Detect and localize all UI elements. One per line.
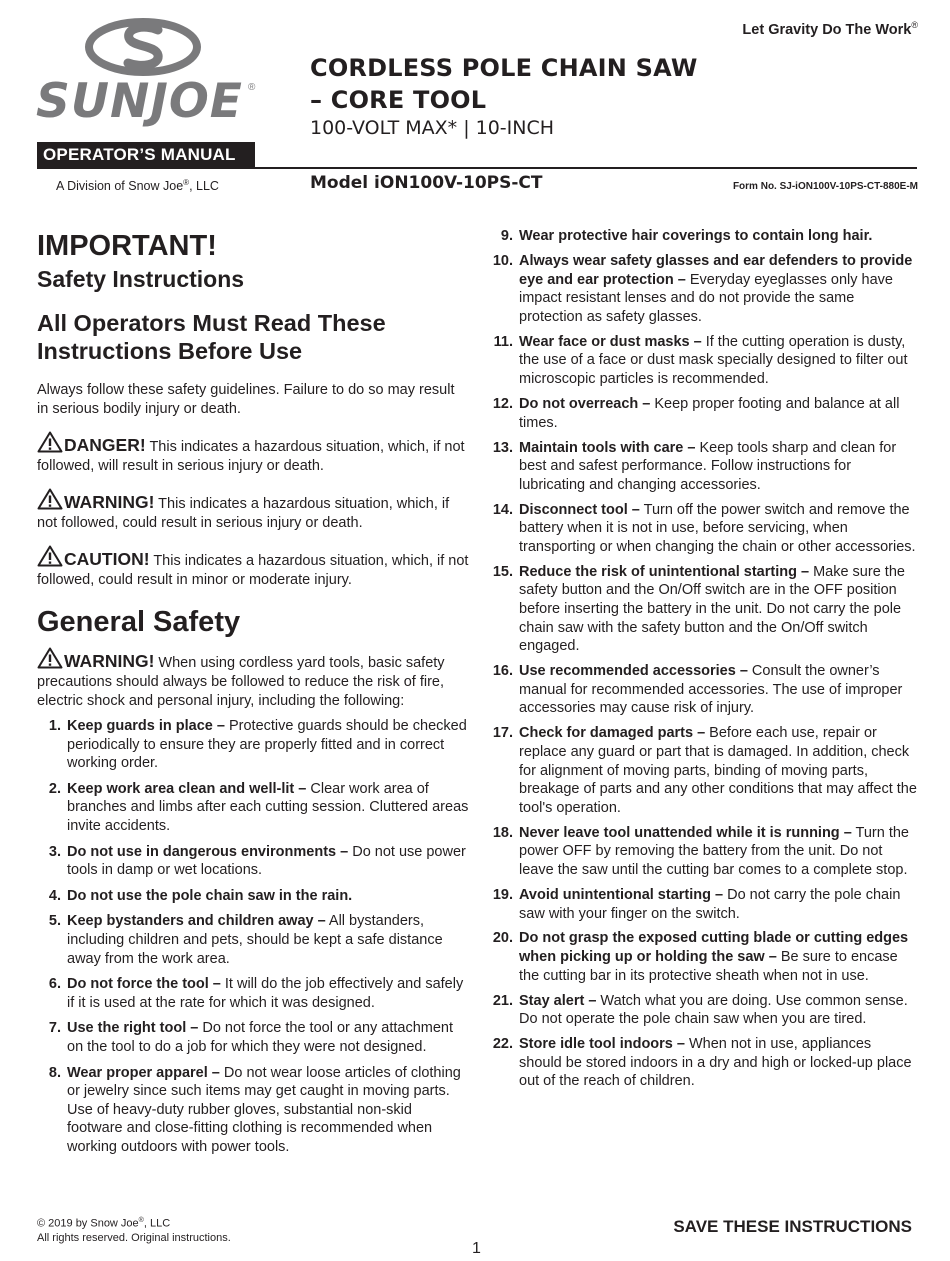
list-item: 14. Disconnect tool – Turn off the power switch and remove the battery when it is not in use, before servicing, when transporting or when changing the chain or other accessories. — [492, 501, 916, 555]
list-item: 11. Wear face or dust masks – If the cutting operation is dusty, the use of a face or dust mask specially designed to filter out microscopic particles is recommended. — [493, 333, 908, 387]
warning-triangle-icon — [37, 488, 63, 510]
warning-triangle-icon — [37, 647, 63, 669]
safety-list-right — [489, 227, 917, 1091]
page-number: 1 — [472, 1240, 481, 1257]
list-item: 5. Keep bystanders and children away – All bystanders, including children and pets, should be kept a safe distance away from the work area. — [48, 913, 443, 967]
operators-heading: All Operators Must Read These Instructions Before Use — [37, 310, 386, 364]
product-title-line2: – CORE TOOL — [310, 86, 487, 114]
list-item: 8. Wear proper apparel – Do not wear loose articles of clothing or jewelry since such items may get caught in moving parts. Use of heavy-duty rubber gloves, substantial non-skid footware and close-fitting clothing is recommended when working outdoors with power tools. — [48, 1064, 461, 1155]
form-number: Form No. SJ-iON100V-10PS-CT-880E-M — [732, 181, 918, 192]
operators-manual-badge: OPERATOR’S MANUAL — [37, 142, 255, 168]
model-number: Model iON100V-10PS-CT — [310, 173, 543, 193]
list-item: 19. Avoid unintentional starting – Do not carry the pole chain saw with your finger on the switch. — [492, 886, 901, 922]
warning-triangle-icon — [37, 431, 63, 453]
product-title — [310, 52, 698, 116]
save-instructions: SAVE THESE INSTRUCTIONS — [673, 1217, 912, 1236]
list-item: 6. Do not force the tool – It will do the job effectively and safely if it is used at the rate for which it was designed. — [48, 976, 464, 1011]
sunjoe-s-swirl-icon — [84, 16, 202, 78]
tagline: Let Gravity Do The Work® — [742, 20, 918, 38]
list-item: 22. Store idle tool indoors – When not in use, appliances should be stored indoors in a dry and high or locked-up place out of the reach of children. — [492, 1036, 912, 1090]
list-item: 9. Wear protective hair coverings to contain long hair. — [500, 228, 873, 244]
product-subtitle: 100-VOLT MAX* | 10-INCH — [310, 117, 555, 139]
warning-notice: WARNING! This indicates a hazardous situation, which, if not followed, could result in serious injury or death. — [37, 488, 469, 533]
brand-registered-mark: ® — [248, 82, 256, 93]
left-column — [37, 230, 469, 1163]
important-heading: IMPORTANT! — [37, 230, 217, 262]
list-item: 2. Keep work area clean and well-lit – Clear work area of branches and limbs after each cutting session. Cluttered areas invite accidents. — [48, 780, 469, 834]
caution-notice: CAUTION! This indicates a hazardous situation, which, if not followed, could result in minor or moderate injury. — [37, 545, 469, 590]
list-item: 17. Check for damaged parts – Before each use, repair or replace any guard or part that is damaged. In addition, check for alignment of moving parts, binding of moving parts, breakage of parts and any other conditions that may affect the tool's operation. — [492, 725, 917, 816]
safety-instructions-heading: Safety Instructions — [37, 266, 245, 292]
product-title-line1: CORDLESS POLE CHAIN SAW — [310, 54, 698, 82]
sunjoe-logo — [34, 16, 264, 128]
guideline-text: Always follow these safety guidelines. Failure to do so may result in serious bodily injury or death. — [37, 382, 455, 417]
list-item: 18. Never leave tool unattended while it is running – Turn the power OFF by removing the battery from the unit. Do not leave the saw until the cutting bar comes to a complete stop. — [492, 824, 909, 878]
safety-list-left — [37, 717, 469, 1156]
list-item: 1. Keep guards in place – Protective guards should be checked periodically to ensure they are properly fitted and in correct working order. — [48, 718, 467, 772]
brand-wordmark: SUNJOE — [36, 74, 243, 129]
warning-triangle-icon — [37, 545, 63, 567]
general-safety-warning: WARNING! When using cordless yard tools, basic safety precautions should always be followed to reduce the risk of fire, electric shock and personal injury, including the following: — [37, 647, 469, 711]
list-item: 15. Reduce the risk of unintentional starting – Make sure the safety button and the On/Off switch are in the OFF position before inserting the battery in the unit. Do not carry the pole chain saw with the safety button and the On/Off switch engaged. — [492, 563, 905, 655]
copyright: © 2019 by Snow Joe®, LLC All rights reserved. Original instructions. — [37, 1217, 231, 1244]
list-item: 10. Always wear safety glasses and ear defenders to provide eye and ear protection – Everyday eyeglasses only have impact resistant lenses and do not provide the same protection as safety glasses. — [492, 252, 913, 325]
list-item: 21. Stay alert – Watch what you are doing. Use common sense. Do not operate the pole chain saw when you are tired. — [492, 992, 908, 1028]
general-safety-heading: General Safety — [37, 606, 241, 638]
list-item: 7. Use the right tool – Do not force the tool or any attachment on the tool to do a job for which they were not designed. — [48, 1020, 454, 1055]
list-item: 13. Maintain tools with care – Keep tools sharp and clean for best and safest performance. Follow instructions for lubricating and changing accessories. — [492, 439, 897, 493]
danger-notice: DANGER! This indicates a hazardous situation, which, if not followed, will result in serious injury or death. — [37, 431, 469, 476]
list-item: 4. Do not use the pole chain saw in the rain. — [48, 887, 353, 904]
list-item: 16. Use recommended accessories – Consult the owner’s manual for recommended accessories. The use of improper accessories may cause risk of injury. — [492, 663, 903, 717]
division-text: A Division of Snow Joe®, LLC — [56, 178, 219, 194]
list-item: 20. Do not grasp the exposed cutting blade or cutting edges when picking up or holding the saw – Be sure to encase the cutting bar in its protective sheath when not in use. — [492, 930, 909, 984]
right-column — [489, 227, 917, 1097]
list-item: 3. Do not use in dangerous environments – Do not use power tools in damp or wet locations. — [48, 843, 466, 879]
header-rule — [37, 167, 917, 169]
rights-text: All rights reserved. Original instructions. — [37, 1231, 231, 1244]
list-item: 12. Do not overreach – Keep proper footing and balance at all times. — [492, 395, 900, 431]
